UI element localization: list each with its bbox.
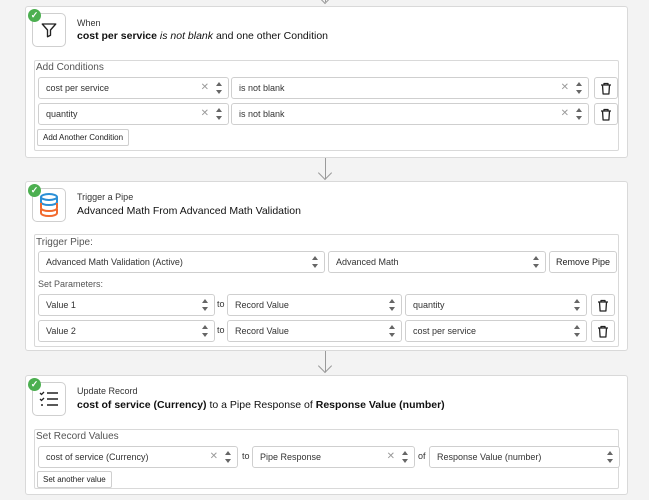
of-text: of (418, 451, 426, 461)
chevron-updown-icon (388, 324, 396, 338)
summary-value: Response Value (number) (315, 399, 445, 411)
param-1-name-select[interactable] (38, 294, 215, 316)
param-2-source: Record Value (235, 326, 289, 336)
pipe-select-value: Advanced Math Validation (Active) (46, 257, 183, 267)
value-source-select[interactable] (252, 446, 415, 468)
param-1-source: Record Value (235, 300, 289, 310)
record-field-select[interactable] (38, 446, 238, 468)
chevron-updown-icon (573, 324, 581, 338)
delete-param-1-button[interactable] (591, 294, 615, 316)
delete-condition-1-button[interactable] (594, 77, 618, 99)
add-another-condition-button[interactable]: Add Another Condition (37, 129, 129, 146)
step-summary (77, 399, 445, 411)
chevron-updown-icon (573, 298, 581, 312)
chevron-updown-icon (311, 255, 319, 269)
summary-rest: and one other Condition (215, 30, 329, 42)
chevron-updown-icon (388, 298, 396, 312)
response-value: Response Value (number) (437, 452, 542, 462)
param-1-value-select[interactable] (405, 294, 587, 316)
chevron-updown-icon (606, 450, 614, 464)
set-another-value-button[interactable]: Set another value (37, 471, 112, 488)
trash-icon (600, 108, 612, 121)
clear-icon[interactable]: ✕ (200, 108, 209, 119)
param-1-source-select[interactable] (227, 294, 402, 316)
param-2-value: cost per service (413, 326, 477, 336)
condition-2-field-select[interactable] (38, 103, 229, 125)
param-2-value-select[interactable] (405, 320, 587, 342)
param-2-name: Value 2 (46, 326, 76, 336)
summary-middle: to a Pipe Response of (209, 399, 313, 411)
condition-1-operator-value: is not blank (239, 83, 285, 93)
connector-1-arrow (318, 166, 332, 180)
pipe-operation-value: Advanced Math (336, 257, 399, 267)
chevron-updown-icon (575, 81, 583, 95)
chevron-updown-icon (401, 450, 409, 464)
clear-icon[interactable]: ✕ (560, 82, 569, 93)
chevron-updown-icon (201, 324, 209, 338)
clear-icon[interactable]: ✕ (560, 108, 569, 119)
clear-icon[interactable]: ✕ (386, 451, 395, 462)
param-1-value: quantity (413, 300, 445, 310)
chevron-updown-icon (532, 255, 540, 269)
pipe-select[interactable] (38, 251, 325, 273)
check-icon: ✓ (28, 378, 41, 391)
delete-condition-2-button[interactable] (594, 103, 618, 125)
step-summary (77, 30, 328, 42)
response-value-select[interactable] (429, 446, 620, 468)
trash-icon (597, 325, 609, 338)
conditions-panel (34, 60, 619, 151)
step-kind: Update Record (77, 386, 138, 396)
summary-op: is not blank (159, 30, 214, 42)
param-2-source-select[interactable] (227, 320, 402, 342)
trigger-pipe-panel (34, 234, 619, 347)
chevron-updown-icon (224, 450, 232, 464)
set-record-values-label: Set Record Values (36, 431, 119, 442)
delete-param-2-button[interactable] (591, 320, 615, 342)
value-source: Pipe Response (260, 452, 322, 462)
step-kind: Trigger a Pipe (77, 192, 134, 202)
clear-icon[interactable]: ✕ (209, 451, 218, 462)
trash-icon (597, 299, 609, 312)
condition-1-field-value: cost per service (46, 83, 110, 93)
clear-icon[interactable]: ✕ (200, 82, 209, 93)
pipe-operation-select[interactable] (328, 251, 546, 273)
step-summary: Advanced Math From Advanced Math Validation (77, 205, 301, 217)
to-text: to (242, 451, 250, 461)
check-icon: ✓ (28, 9, 41, 22)
step-kind: When (77, 18, 101, 28)
condition-1-operator-select[interactable] (231, 77, 589, 99)
summary-field: cost of service (Currency) (77, 399, 207, 411)
summary-field: cost per service (77, 30, 157, 42)
condition-2-operator-select[interactable] (231, 103, 589, 125)
connector-top-arrow (318, 0, 332, 4)
param-2-to: to (217, 325, 225, 335)
add-conditions-label: Add Conditions (36, 62, 104, 73)
chevron-updown-icon (215, 107, 223, 121)
trigger-pipe-step-header[interactable] (26, 182, 627, 232)
when-step-card (25, 6, 628, 158)
record-field-value: cost of service (Currency) (46, 452, 149, 462)
chevron-updown-icon (215, 81, 223, 95)
remove-pipe-button[interactable]: Remove Pipe (549, 251, 617, 273)
update-record-step-card (25, 375, 628, 495)
param-2-name-select[interactable] (38, 320, 215, 342)
trash-icon (600, 82, 612, 95)
check-icon: ✓ (28, 184, 41, 197)
chevron-updown-icon (201, 298, 209, 312)
trigger-pipe-label: Trigger Pipe: (36, 237, 93, 248)
chevron-updown-icon (575, 107, 583, 121)
condition-2-operator-value: is not blank (239, 109, 285, 119)
trigger-pipe-step-card (25, 181, 628, 351)
when-step-header[interactable] (26, 7, 627, 57)
condition-2-field-value: quantity (46, 109, 78, 119)
condition-1-field-select[interactable] (38, 77, 229, 99)
param-1-to: to (217, 299, 225, 309)
connector-2-arrow (318, 359, 332, 373)
param-1-name: Value 1 (46, 300, 76, 310)
set-parameters-label: Set Parameters: (38, 279, 104, 289)
update-record-step-header[interactable] (26, 376, 627, 426)
set-record-values-panel (34, 429, 619, 489)
